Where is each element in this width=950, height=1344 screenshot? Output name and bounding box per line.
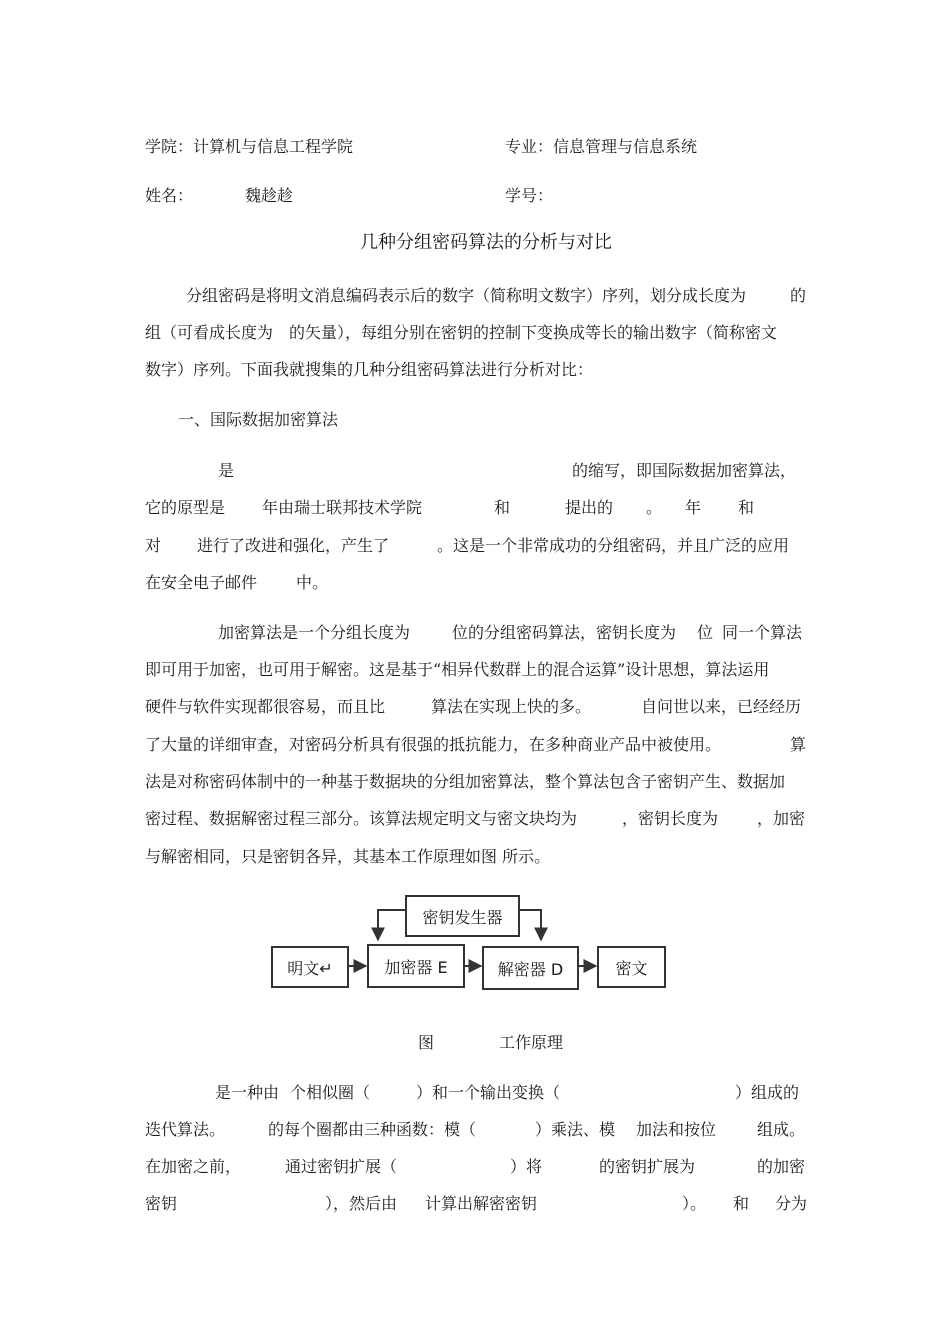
p1-line-2b: 年由瑞士联邦技术学院 [262, 498, 423, 517]
p3-line-3e: 的加密 [757, 1157, 806, 1176]
p1-line-2c: 和 [494, 498, 511, 517]
college-label: 学院：计算机与信息工程学院 [145, 137, 354, 156]
p2-line-1c: 位 [697, 623, 714, 642]
major-label: 专业：信息管理与信息系统 [505, 137, 698, 156]
encryptor-box: 加密器 E [367, 944, 465, 988]
intro-line-2: 组（可看成长度为 的矢量），每组分别在密钥的控制下变换成等长的输出数字（简称密文 [145, 323, 778, 342]
p2-line-3b: 算法在实现上快的多。 [431, 697, 592, 716]
p3-line-1a: 是一种由 [215, 1083, 280, 1102]
p3-line-2e: 组成。 [757, 1120, 806, 1139]
p3-line-3a: 在加密之前， [145, 1157, 242, 1176]
p3-line-2a: 迭代算法。 [145, 1120, 226, 1139]
p1-line-2e: 。 [646, 498, 663, 517]
p3-line-4a: 密钥 [145, 1194, 178, 1213]
p3-line-4b: ），然后由 [325, 1194, 398, 1213]
decryptor-box: 解密器 D [482, 946, 579, 990]
p1-line-2a: 它的原型是 [145, 498, 226, 517]
section-heading-1: 一、国际数据加密算法 [178, 410, 339, 429]
name-value: 魏趁趁 [245, 186, 294, 205]
p3-line-1b: 个相似圈（ [290, 1083, 371, 1102]
p2-line-6c: ，加密 [757, 809, 806, 828]
p1-line-2f: 年 [685, 498, 702, 517]
p3-line-1d: ）组成的 [735, 1083, 800, 1102]
p2-line-3c: 自问世以来，已经经历 [641, 697, 802, 716]
p2-line-1b: 位的分组密码算法，密钥长度为 [452, 623, 677, 642]
name-label: 姓名： [145, 186, 194, 205]
p3-line-3d: 的密钥扩展为 [599, 1157, 696, 1176]
intro-line-1a: 分组密码是将明文消息编码表示后的数字（简称明文数字）序列，划分成长度为 [186, 286, 747, 305]
p1-line-2d: 提出的 [565, 498, 614, 517]
p2-line-3a: 硬件与软件实现都很容易，而且比 [145, 697, 386, 716]
p2-line-5: 法是对称密码体制中的一种基于数据块的分组加密算法，整个算法包含子密钥产生、数据加 [145, 772, 786, 791]
ciphertext-box: 密文 [597, 946, 666, 988]
p1-line-4b: 中。 [296, 573, 329, 592]
p1-line-1b: 的缩写，即国际数据加密算法， [572, 461, 797, 480]
p1-line-3a: 对 [145, 536, 162, 555]
p3-line-3c: ）将 [510, 1157, 543, 1176]
document-title: 几种分组密码算法的分析与对比 [360, 232, 612, 253]
p1-line-4a: 在安全电子邮件 [145, 573, 258, 592]
p2-line-2: 即可用于加密，也可用于解密。这是基于“相异代数群上的混合运算”设计思想，算法运用 [145, 660, 770, 679]
p2-line-1d: 同一个算法 [722, 623, 803, 642]
p3-line-2b: 的每个圈都由三种函数：模（ [268, 1120, 477, 1139]
key-generator-box: 密钥发生器 [405, 895, 520, 937]
p3-line-4e: 和 [733, 1194, 750, 1213]
p3-line-1c: ）和一个输出变换（ [416, 1083, 561, 1102]
p1-line-2g: 和 [738, 498, 755, 517]
p2-line-6b: ，密钥长度为 [622, 809, 719, 828]
intro-line-3: 数字）序列。下面我就搜集的几种分组密码算法进行分析对比： [145, 360, 594, 379]
p3-line-2c: ）乘法、模 [535, 1120, 616, 1139]
p3-line-4c: 计算出解密密钥 [425, 1194, 538, 1213]
p1-line-3b: 进行了改进和强化，产生了 [197, 536, 390, 555]
figure-caption-label: 图 [418, 1033, 435, 1052]
p2-line-1a: 加密算法是一个分组长度为 [218, 623, 411, 642]
figure-caption-text: 工作原理 [499, 1033, 564, 1052]
p2-line-6a: 密过程、数据解密过程三部分。该算法规定明文与密文块均为 [145, 809, 578, 828]
p2-line-4b: 算 [790, 735, 807, 754]
p3-line-4d: ）。 [682, 1194, 707, 1213]
plaintext-box: 明文↵ [271, 946, 349, 988]
p1-line-3c: 。这是一个非常成功的分组密码，并且广泛的应用 [437, 536, 790, 555]
student-id-label: 学号： [505, 186, 554, 205]
p1-line-1a: 是 [218, 461, 235, 480]
intro-line-1b: 的 [790, 286, 807, 305]
p3-line-2d: 加法和按位 [636, 1120, 717, 1139]
p3-line-4f: 分为 [775, 1194, 808, 1213]
p2-line-7: 与解密相同，只是密钥各异，其基本工作原理如图 所示。 [145, 847, 551, 866]
p3-line-3b: 通过密钥扩展（ [285, 1157, 398, 1176]
p2-line-4a: 了大量的详细审查，对密码分析具有很强的抵抗能力，在多种商业产品中被使用。 [145, 735, 722, 754]
